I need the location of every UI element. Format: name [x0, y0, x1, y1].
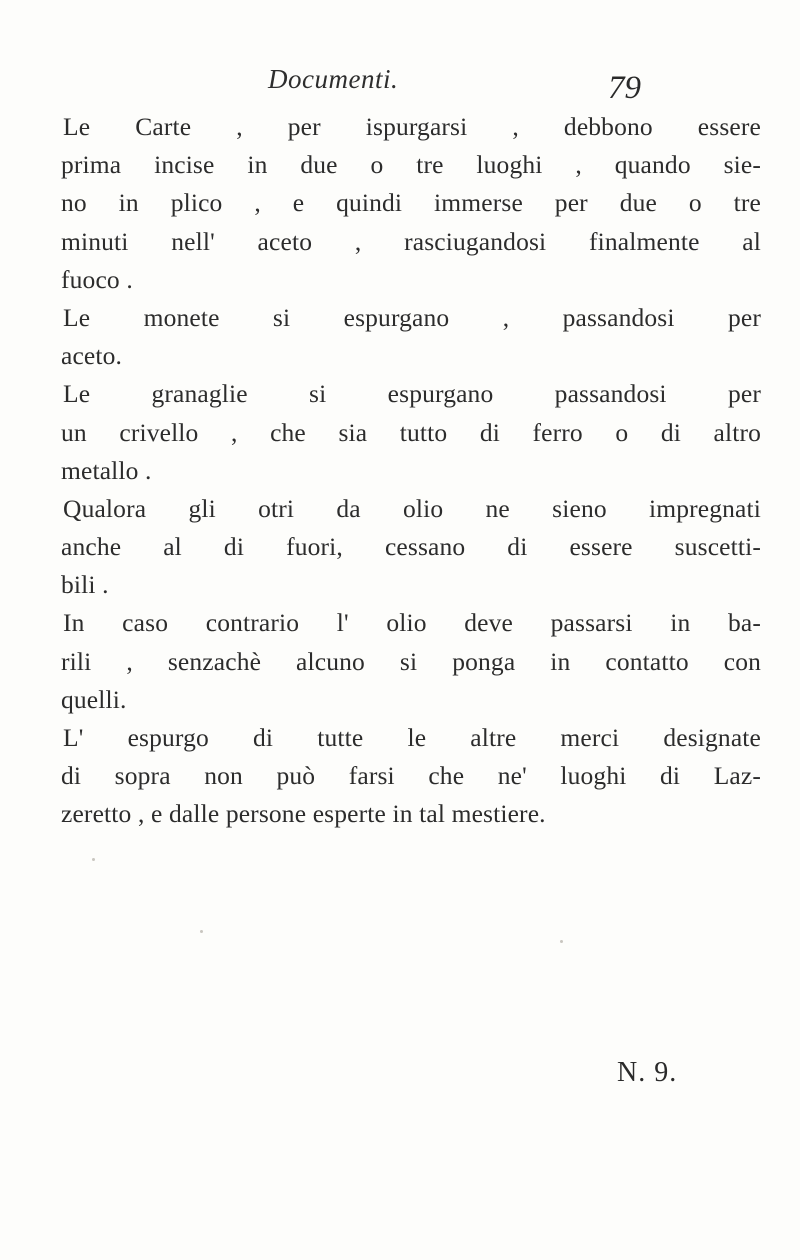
text-line: Qualora gli otri da olio ne sieno impregnati — [63, 493, 761, 523]
text-line: aceto. — [61, 341, 123, 371]
text-line: un crivello , che sia tutto di ferro o di altro — [61, 417, 761, 447]
section-title: Documenti. — [268, 64, 399, 94]
text-line: quelli. — [61, 684, 127, 714]
text-line: Le Carte , per ispurgarsi , debbono essere — [63, 112, 761, 141]
paper-speck — [200, 930, 203, 933]
text-line: L' espurgo di tutte le altre merci designate — [63, 723, 761, 752]
text-line: zeretto , e dalle persone esperte in tal mestiere. — [61, 799, 546, 829]
text-line: prima incise in due o tre luoghi , quando sie- — [61, 150, 761, 180]
text-line: no in plico , e quindi immerse per due o tre — [61, 188, 761, 218]
running-head — [0, 64, 800, 104]
text-line: minuti nell' aceto , rasciugandosi finalmente al — [61, 226, 761, 256]
page-number: 79 — [608, 70, 641, 106]
paper-speck — [92, 858, 95, 861]
text-line: Le monete si espurgano , passandosi per — [63, 302, 761, 332]
text-line: fuoco . — [61, 264, 133, 294]
text-line: metallo . — [61, 455, 152, 485]
text-line: In caso contrario l' olio deve passarsi in ba- — [63, 608, 761, 638]
text-line: bili . — [61, 570, 109, 600]
text-line: di sopra non può farsi che ne' luoghi di Laz- — [61, 761, 761, 791]
paper-speck — [560, 940, 563, 943]
text-line: rili , senzachè alcuno si ponga in contatto con — [61, 646, 761, 676]
text-line: anche al di fuori, cessano di essere suscetti- — [61, 532, 761, 562]
body-text — [61, 108, 761, 834]
signature-mark: N. 9. — [617, 1057, 678, 1088]
text-line: Le granaglie si espurgano passandosi per — [63, 379, 761, 409]
